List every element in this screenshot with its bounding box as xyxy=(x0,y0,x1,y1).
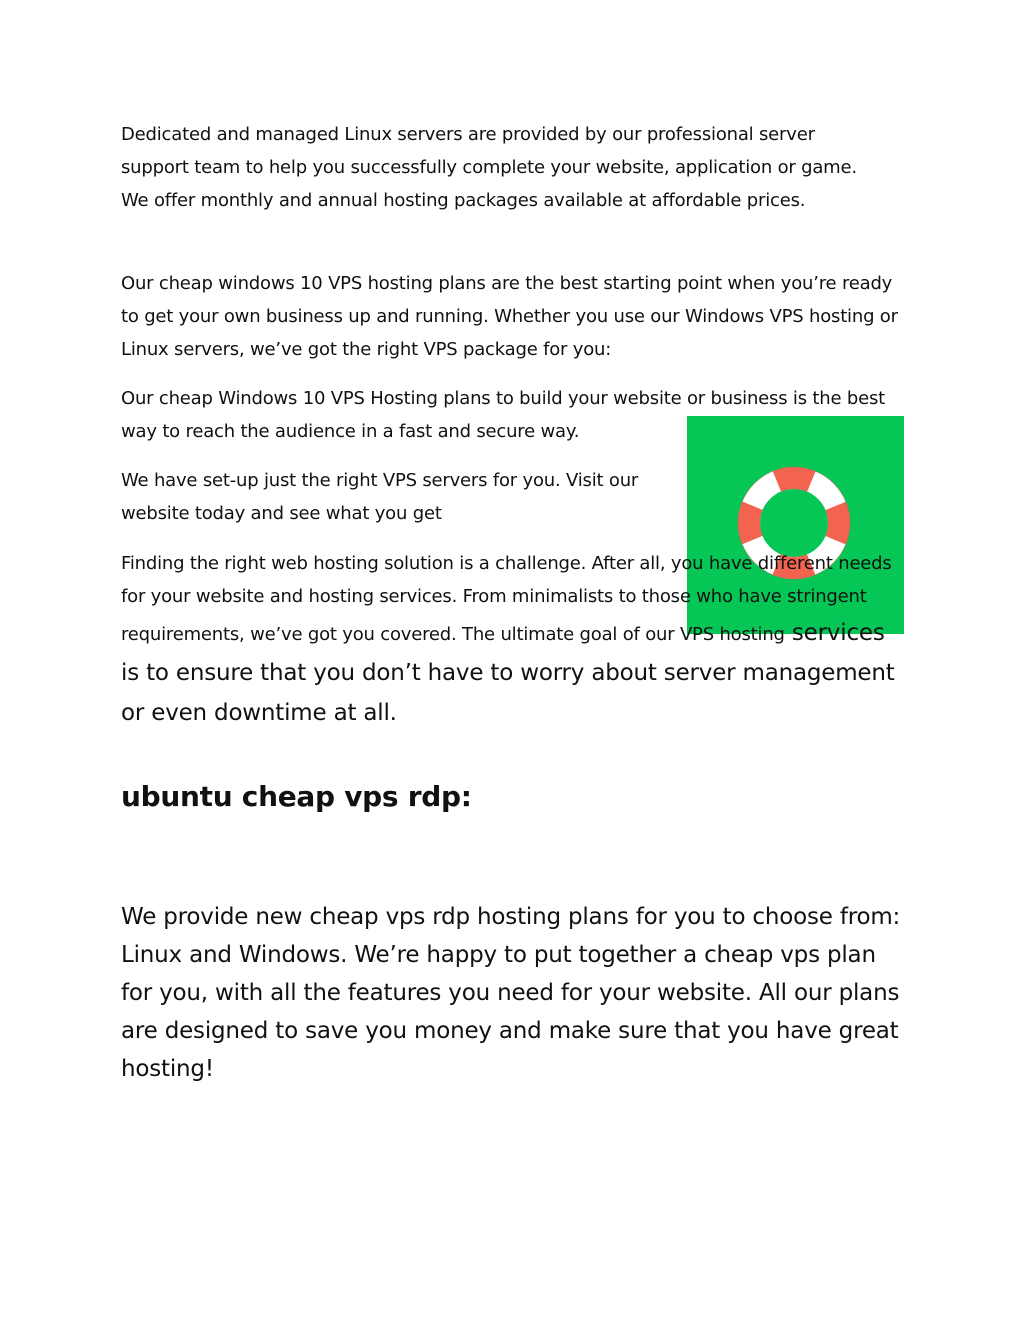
paragraph-finding-hosting-small-text: Finding the right web hosting solution is a challenge. After all, you have different needs for your website and hosting services. From minimalists to those who have stringent requirements, we’ve got you covered. The ultimate goal of our VPS hosting xyxy=(121,553,892,645)
paragraph-finding-hosting xyxy=(121,547,901,733)
paragraph-dedicated-servers: Dedicated and managed Linux servers are provided by our professional server support team to help you successfully complete your website, application or game. We offer monthly and annual hosting packages available at affordable prices. xyxy=(121,124,857,211)
paragraph-visit-website: We have set-up just the right VPS servers for you. Visit our website today and see what you get xyxy=(121,470,639,524)
paragraph-build-website: Our cheap Windows 10 VPS Hosting plans to build your website or business is the best way to reach the audience in a fast and secure way. xyxy=(121,388,886,442)
paragraph-cheap-vps-rdp-plans: We provide new cheap vps rdp hosting plans for you to choose from: Linux and Windows. We’re happy to put together a cheap vps plan for you, with all the features you need for your website. All our plans are designed to save you money and make sure that you have great hosting! xyxy=(121,904,901,1082)
section-heading: ubuntu cheap vps rdp: xyxy=(121,780,472,813)
paragraph-windows-vps-plans: Our cheap windows 10 VPS hosting plans are the best starting point when you’re ready to get your own business up and running. Whether you use our Windows VPS hosting or Linux servers, we’ve got the right VPS package for you: xyxy=(121,273,898,360)
paragraph-finding-hosting-large-text: services is to ensure that you don’t have to worry about server management or even downtime at all. xyxy=(121,620,895,726)
